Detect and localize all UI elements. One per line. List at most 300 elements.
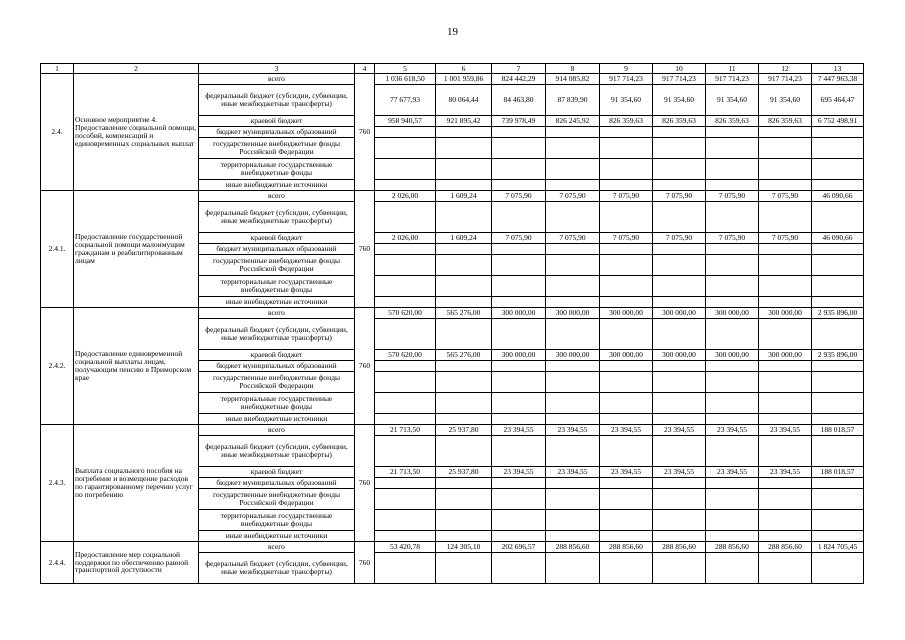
value-cell [600, 244, 653, 255]
value-cell: 300 000,00 [706, 308, 759, 319]
value-cell: 7 075,90 [653, 233, 706, 244]
value-cell [653, 510, 706, 531]
value-cell: 2 026,00 [375, 233, 436, 244]
gov-code: 760 [355, 74, 375, 191]
value-cell: 7 075,90 [546, 233, 600, 244]
value-cell: 2 935 896,00 [812, 308, 864, 319]
funding-source: территориальные государственные внебюджетные фонды [199, 393, 355, 414]
value-cell [600, 255, 653, 276]
value-cell [436, 297, 492, 308]
value-cell [653, 478, 706, 489]
gov-code: 760 [355, 542, 375, 584]
value-cell [375, 478, 436, 489]
value-cell: 87 839,90 [546, 85, 600, 116]
value-cell [759, 393, 812, 414]
value-cell [706, 127, 759, 138]
page-number: 19 [447, 26, 458, 38]
header-cell: 13 [812, 64, 864, 74]
value-cell: 21 713,50 [375, 467, 436, 478]
value-cell [653, 276, 706, 297]
value-cell [546, 489, 600, 510]
value-cell [653, 138, 706, 159]
value-cell [759, 159, 812, 180]
value-cell [492, 553, 546, 584]
value-cell [706, 489, 759, 510]
value-cell [759, 276, 812, 297]
value-cell [546, 510, 600, 531]
value-cell [812, 414, 864, 425]
value-cell [546, 127, 600, 138]
section-title: Предоставление мер социальной поддержки по обеспечению равной транспортной доступности [74, 542, 199, 584]
value-cell: 300 000,00 [492, 350, 546, 361]
value-cell [492, 361, 546, 372]
value-cell [436, 393, 492, 414]
value-cell [706, 138, 759, 159]
value-cell [600, 553, 653, 584]
section-code: 2.4.1. [41, 191, 74, 308]
value-cell [653, 414, 706, 425]
value-cell: 958 940,57 [375, 116, 436, 127]
value-cell [706, 244, 759, 255]
value-cell [600, 393, 653, 414]
value-cell [812, 478, 864, 489]
funding-source: иные внебюджетные источники [199, 414, 355, 425]
header-cell: 4 [355, 64, 375, 74]
value-cell: 91 354,60 [706, 85, 759, 116]
value-cell: 23 394,55 [706, 425, 759, 436]
value-cell: 7 075,90 [600, 233, 653, 244]
funding-source: федеральный бюджет (субсидии, субвенции, иные межбюджетные трансферты) [199, 436, 355, 467]
funding-source: государственные внебюджетные фонды Российской Федерации [199, 489, 355, 510]
value-cell: 826 359,63 [706, 116, 759, 127]
value-cell [375, 244, 436, 255]
value-cell [812, 276, 864, 297]
value-cell [600, 361, 653, 372]
value-cell [436, 159, 492, 180]
value-cell: 91 354,60 [653, 85, 706, 116]
value-cell [492, 244, 546, 255]
value-cell [375, 361, 436, 372]
value-cell [600, 180, 653, 191]
value-cell [653, 297, 706, 308]
table-row [41, 191, 864, 202]
funding-source: всего [199, 425, 355, 436]
value-cell [653, 202, 706, 233]
funding-source: территориальные государственные внебюджетные фонды [199, 159, 355, 180]
value-cell [653, 553, 706, 584]
header-cell: 10 [653, 64, 706, 74]
funding-source: федеральный бюджет (субсидии, субвенции, иные межбюджетные трансферты) [199, 319, 355, 350]
value-cell [812, 510, 864, 531]
value-cell: 1 609,24 [436, 233, 492, 244]
value-cell [492, 510, 546, 531]
value-cell [706, 531, 759, 542]
value-cell: 300 000,00 [653, 350, 706, 361]
value-cell: 288 856,60 [759, 542, 812, 553]
value-cell: 23 394,55 [653, 467, 706, 478]
value-cell [436, 436, 492, 467]
header-cell: 12 [759, 64, 812, 74]
value-cell: 7 075,90 [759, 233, 812, 244]
value-cell [546, 159, 600, 180]
value-cell [653, 393, 706, 414]
value-cell [812, 531, 864, 542]
header-cell: 6 [436, 64, 492, 74]
value-cell: 288 856,60 [600, 542, 653, 553]
funding-source: всего [199, 308, 355, 319]
funding-source: федеральный бюджет (субсидии, субвенции, иные межбюджетные трансферты) [199, 202, 355, 233]
value-cell [546, 255, 600, 276]
value-cell [653, 361, 706, 372]
value-cell [436, 244, 492, 255]
value-cell [492, 180, 546, 191]
value-cell: 7 075,90 [600, 191, 653, 202]
value-cell [546, 393, 600, 414]
value-cell: 300 000,00 [759, 350, 812, 361]
value-cell [375, 297, 436, 308]
value-cell [375, 127, 436, 138]
value-cell [653, 319, 706, 350]
value-cell [812, 255, 864, 276]
value-cell [600, 276, 653, 297]
section-code: 2.4.3. [41, 425, 74, 542]
value-cell [759, 361, 812, 372]
value-cell [436, 414, 492, 425]
value-cell [436, 478, 492, 489]
value-cell [706, 202, 759, 233]
value-cell [492, 393, 546, 414]
funding-source: государственные внебюджетные фонды Российской Федерации [199, 138, 355, 159]
value-cell: 23 394,55 [600, 467, 653, 478]
value-cell [600, 319, 653, 350]
value-cell [492, 319, 546, 350]
value-cell [375, 180, 436, 191]
value-cell: 124 305,10 [436, 542, 492, 553]
table-row [41, 542, 864, 553]
value-cell [706, 436, 759, 467]
value-cell: 2 935 896,00 [812, 350, 864, 361]
value-cell [436, 202, 492, 233]
value-cell [492, 436, 546, 467]
budget-table [40, 63, 864, 584]
value-cell: 23 394,55 [546, 467, 600, 478]
header-cell: 11 [706, 64, 759, 74]
value-cell: 7 075,90 [706, 191, 759, 202]
value-cell [759, 414, 812, 425]
value-cell: 288 856,60 [653, 542, 706, 553]
value-cell [759, 510, 812, 531]
value-cell [375, 510, 436, 531]
value-cell: 914 085,82 [546, 74, 600, 85]
value-cell [706, 276, 759, 297]
section-code: 2.4. [41, 74, 74, 191]
funding-source: бюджет муниципальных образований [199, 361, 355, 372]
header-cell: 5 [375, 64, 436, 74]
funding-source: территориальные государственные внебюджетные фонды [199, 276, 355, 297]
value-cell [653, 159, 706, 180]
value-cell [600, 414, 653, 425]
value-cell: 1 001 959,86 [436, 74, 492, 85]
value-cell [492, 297, 546, 308]
value-cell [600, 127, 653, 138]
value-cell [492, 255, 546, 276]
value-cell [812, 372, 864, 393]
value-cell [436, 361, 492, 372]
value-cell [436, 531, 492, 542]
value-cell [492, 276, 546, 297]
value-cell [706, 372, 759, 393]
value-cell [375, 159, 436, 180]
value-cell: 300 000,00 [492, 308, 546, 319]
value-cell [653, 436, 706, 467]
value-cell [600, 436, 653, 467]
value-cell: 824 442,29 [492, 74, 546, 85]
value-cell: 570 620,00 [375, 350, 436, 361]
value-cell: 25 937,80 [436, 425, 492, 436]
value-cell [436, 138, 492, 159]
value-cell [812, 436, 864, 467]
value-cell [546, 531, 600, 542]
value-cell [436, 127, 492, 138]
value-cell [546, 180, 600, 191]
header-cell: 2 [74, 64, 199, 74]
value-cell [812, 297, 864, 308]
gov-code: 760 [355, 425, 375, 542]
gov-code: 760 [355, 191, 375, 308]
value-cell [492, 372, 546, 393]
value-cell [492, 414, 546, 425]
value-cell: 570 620,00 [375, 308, 436, 319]
funding-source: краевой бюджет [199, 350, 355, 361]
value-cell [375, 276, 436, 297]
value-cell [706, 361, 759, 372]
value-cell [759, 553, 812, 584]
value-cell [812, 393, 864, 414]
value-cell [759, 319, 812, 350]
value-cell [759, 180, 812, 191]
table-header-row [41, 64, 864, 74]
value-cell [759, 297, 812, 308]
value-cell [600, 531, 653, 542]
value-cell [706, 297, 759, 308]
value-cell: 188 018,57 [812, 467, 864, 478]
value-cell [492, 138, 546, 159]
value-cell: 7 075,90 [492, 191, 546, 202]
value-cell [546, 478, 600, 489]
funding-source: федеральный бюджет (субсидии, субвенции, иные межбюджетные трансферты) [199, 553, 355, 584]
funding-source: государственные внебюджетные фонды Российской Федерации [199, 372, 355, 393]
value-cell: 23 394,55 [492, 467, 546, 478]
header-cell: 9 [600, 64, 653, 74]
value-cell [812, 319, 864, 350]
gov-code: 760 [355, 308, 375, 425]
value-cell: 25 937,80 [436, 467, 492, 478]
value-cell: 917 714,23 [759, 74, 812, 85]
value-cell [600, 489, 653, 510]
section-title: Основное мероприятие 4. Предоставление социальной помощи, пособий, компенсаций и единовременных социальных выплат [74, 74, 199, 191]
value-cell [436, 489, 492, 510]
header-cell: 1 [41, 64, 74, 74]
value-cell [546, 202, 600, 233]
value-cell [600, 510, 653, 531]
value-cell [375, 319, 436, 350]
value-cell [375, 436, 436, 467]
value-cell [492, 159, 546, 180]
value-cell: 1 036 618,50 [375, 74, 436, 85]
value-cell: 7 075,90 [653, 191, 706, 202]
value-cell: 23 394,55 [706, 467, 759, 478]
value-cell [812, 159, 864, 180]
value-cell: 1 609,24 [436, 191, 492, 202]
value-cell [812, 244, 864, 255]
value-cell [375, 531, 436, 542]
value-cell: 2 026,00 [375, 191, 436, 202]
value-cell [436, 276, 492, 297]
section-code: 2.4.4. [41, 542, 74, 584]
value-cell [812, 180, 864, 191]
value-cell [492, 531, 546, 542]
value-cell [546, 138, 600, 159]
value-cell [600, 138, 653, 159]
value-cell [759, 244, 812, 255]
value-cell [759, 202, 812, 233]
value-cell [812, 489, 864, 510]
value-cell [436, 553, 492, 584]
value-cell: 188 018,57 [812, 425, 864, 436]
value-cell [600, 297, 653, 308]
value-cell [375, 202, 436, 233]
value-cell [759, 489, 812, 510]
value-cell [492, 489, 546, 510]
value-cell: 300 000,00 [653, 308, 706, 319]
value-cell: 23 394,55 [759, 467, 812, 478]
value-cell: 6 752 498,91 [812, 116, 864, 127]
funding-source: бюджет муниципальных образований [199, 244, 355, 255]
value-cell [653, 244, 706, 255]
value-cell [436, 319, 492, 350]
value-cell: 300 000,00 [706, 350, 759, 361]
value-cell: 91 354,60 [759, 85, 812, 116]
header-cell: 7 [492, 64, 546, 74]
table-row [41, 74, 864, 85]
value-cell [546, 414, 600, 425]
value-cell [546, 553, 600, 584]
value-cell: 84 463,80 [492, 85, 546, 116]
funding-source: всего [199, 191, 355, 202]
value-cell [492, 127, 546, 138]
value-cell: 695 464,47 [812, 85, 864, 116]
funding-source: краевой бюджет [199, 233, 355, 244]
value-cell [653, 127, 706, 138]
value-cell: 565 276,00 [436, 308, 492, 319]
value-cell [759, 436, 812, 467]
value-cell [375, 553, 436, 584]
value-cell [546, 372, 600, 393]
value-cell [812, 127, 864, 138]
value-cell: 23 394,55 [600, 425, 653, 436]
funding-source: федеральный бюджет (субсидии, субвенции, иные межбюджетные трансферты) [199, 85, 355, 116]
funding-source: иные внебюджетные источники [199, 180, 355, 191]
value-cell [706, 393, 759, 414]
value-cell [492, 202, 546, 233]
value-cell: 7 447 963,38 [812, 74, 864, 85]
value-cell [375, 138, 436, 159]
value-cell [546, 436, 600, 467]
value-cell: 300 000,00 [546, 350, 600, 361]
value-cell: 300 000,00 [759, 308, 812, 319]
funding-source: всего [199, 542, 355, 553]
value-cell: 53 420,78 [375, 542, 436, 553]
value-cell [375, 414, 436, 425]
value-cell [600, 478, 653, 489]
value-cell: 23 394,55 [653, 425, 706, 436]
value-cell [653, 372, 706, 393]
value-cell: 826 359,63 [653, 116, 706, 127]
section-title: Предоставление единовременной социальной выплаты лицам, получающим пенсию в Приморском крае [74, 308, 199, 425]
section-title: Выплата социального пособия на погребение и возмещение расходов по гарантированному перечню услуг по погребению [74, 425, 199, 542]
value-cell: 917 714,23 [600, 74, 653, 85]
value-cell [546, 319, 600, 350]
table-row [41, 308, 864, 319]
value-cell [759, 478, 812, 489]
value-cell: 91 354,60 [600, 85, 653, 116]
value-cell [375, 255, 436, 276]
value-cell [653, 180, 706, 191]
value-cell: 565 276,00 [436, 350, 492, 361]
header-cell: 3 [199, 64, 355, 74]
value-cell [600, 372, 653, 393]
value-cell [812, 202, 864, 233]
value-cell: 826 359,63 [759, 116, 812, 127]
value-cell [759, 127, 812, 138]
funding-source: краевой бюджет [199, 467, 355, 478]
value-cell [759, 138, 812, 159]
value-cell: 7 075,90 [759, 191, 812, 202]
value-cell [436, 510, 492, 531]
value-cell: 21 713,50 [375, 425, 436, 436]
value-cell [759, 531, 812, 542]
value-cell: 23 394,55 [546, 425, 600, 436]
value-cell: 921 895,42 [436, 116, 492, 127]
value-cell: 23 394,55 [492, 425, 546, 436]
section-title: Предоставление государственной социальной помощи малоимущим гражданам и реабилитированным лицам [74, 191, 199, 308]
value-cell [492, 478, 546, 489]
value-cell: 7 075,90 [706, 233, 759, 244]
value-cell: 300 000,00 [546, 308, 600, 319]
value-cell [546, 297, 600, 308]
section-code: 2.4.2. [41, 308, 74, 425]
value-cell [375, 489, 436, 510]
funding-source: бюджет муниципальных образований [199, 127, 355, 138]
value-cell [706, 510, 759, 531]
value-cell [436, 255, 492, 276]
value-cell: 80 064,44 [436, 85, 492, 116]
value-cell [546, 361, 600, 372]
value-cell: 46 090,66 [812, 191, 864, 202]
value-cell: 7 075,90 [546, 191, 600, 202]
value-cell: 288 856,60 [706, 542, 759, 553]
value-cell: 300 000,00 [600, 308, 653, 319]
funding-source: государственные внебюджетные фонды Российской Федерации [199, 255, 355, 276]
value-cell: 7 075,90 [492, 233, 546, 244]
value-cell [653, 531, 706, 542]
value-cell [706, 553, 759, 584]
value-cell: 826 359,63 [600, 116, 653, 127]
value-cell [812, 138, 864, 159]
value-cell: 77 677,93 [375, 85, 436, 116]
value-cell [759, 255, 812, 276]
table-row [41, 425, 864, 436]
